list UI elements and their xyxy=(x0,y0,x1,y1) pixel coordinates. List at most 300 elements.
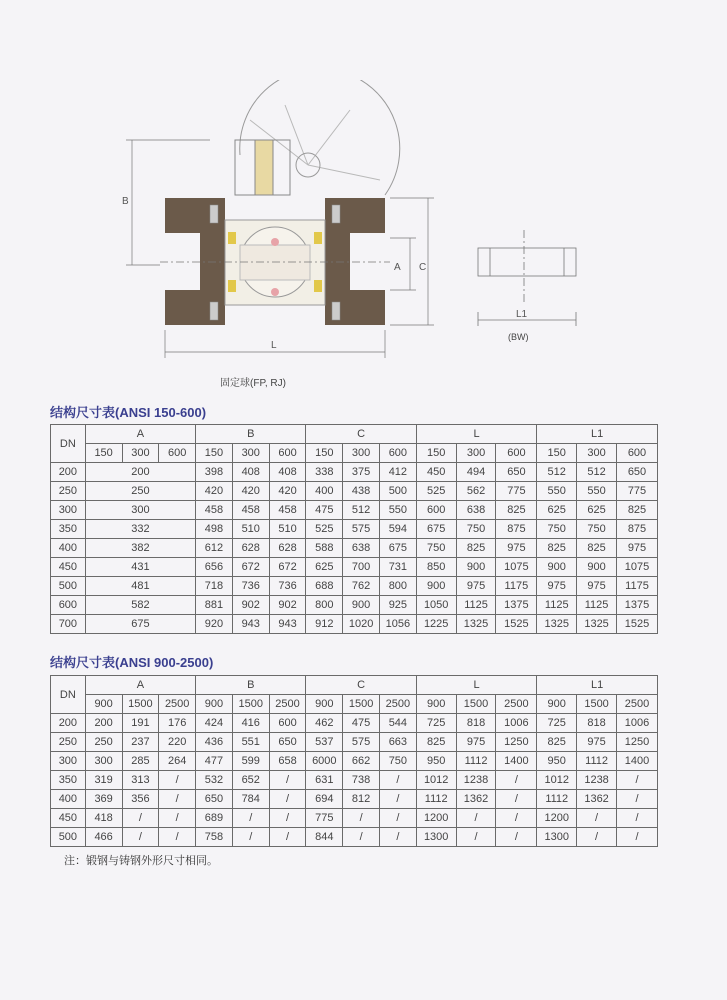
value-cell: / xyxy=(122,809,159,828)
class-header: 1500 xyxy=(456,695,496,714)
value-cell: 458 xyxy=(232,501,269,520)
value-cell: 975 xyxy=(577,577,617,596)
class-header: 600 xyxy=(269,444,306,463)
value-cell: 250 xyxy=(85,733,122,752)
group-header: C xyxy=(306,425,416,444)
value-cell: 1325 xyxy=(456,615,496,634)
value-cell: 694 xyxy=(306,790,343,809)
class-header: 600 xyxy=(617,444,658,463)
value-cell: 825 xyxy=(496,501,537,520)
value-cell: 1200 xyxy=(416,809,456,828)
value-cell: 1020 xyxy=(343,615,380,634)
dn-cell: 600 xyxy=(51,596,86,615)
bw-caption: (BW) xyxy=(508,332,529,342)
value-cell: 800 xyxy=(306,596,343,615)
class-header: 900 xyxy=(537,695,577,714)
value-cell: 825 xyxy=(416,733,456,752)
value-cell: 498 xyxy=(196,520,233,539)
value-cell: 675 xyxy=(416,520,456,539)
value-cell: 420 xyxy=(269,482,306,501)
value-cell: 943 xyxy=(269,615,306,634)
value-cell: 675 xyxy=(85,615,195,634)
class-header: 150 xyxy=(306,444,343,463)
value-cell: / xyxy=(379,809,416,828)
value-cell: 825 xyxy=(617,501,658,520)
value-cell: 237 xyxy=(122,733,159,752)
class-header: 600 xyxy=(159,444,196,463)
value-cell: 500 xyxy=(379,482,416,501)
value-cell: 625 xyxy=(577,501,617,520)
value-cell: 662 xyxy=(343,752,380,771)
value-cell: / xyxy=(122,828,159,847)
value-cell: 544 xyxy=(379,714,416,733)
value-cell: 658 xyxy=(269,752,306,771)
value-cell: 800 xyxy=(379,577,416,596)
value-cell: 736 xyxy=(232,577,269,596)
value-cell: 736 xyxy=(269,577,306,596)
value-cell: 1056 xyxy=(379,615,416,634)
dn-cell: 250 xyxy=(51,733,86,752)
group-header: L xyxy=(416,425,537,444)
value-cell: 700 xyxy=(343,558,380,577)
dn-cell: 450 xyxy=(51,558,86,577)
value-cell: 6000 xyxy=(306,752,343,771)
value-cell: 525 xyxy=(416,482,456,501)
group-header: L1 xyxy=(537,425,658,444)
value-cell: / xyxy=(379,828,416,847)
value-cell: / xyxy=(496,790,537,809)
value-cell: 220 xyxy=(159,733,196,752)
value-cell: 975 xyxy=(456,577,496,596)
group-header: B xyxy=(196,676,306,695)
value-cell: 1075 xyxy=(496,558,537,577)
value-cell: 900 xyxy=(456,558,496,577)
group-header: A xyxy=(85,425,195,444)
class-header: 2500 xyxy=(496,695,537,714)
value-cell: 818 xyxy=(577,714,617,733)
value-cell: 418 xyxy=(85,809,122,828)
dn-cell: 500 xyxy=(51,828,86,847)
group-header: B xyxy=(196,425,306,444)
value-cell: 825 xyxy=(537,539,577,558)
value-cell: / xyxy=(456,809,496,828)
value-cell: 625 xyxy=(306,558,343,577)
valve-drawing xyxy=(100,80,600,390)
class-header: 2500 xyxy=(617,695,658,714)
value-cell: 575 xyxy=(343,733,380,752)
value-cell: 1238 xyxy=(456,771,496,790)
value-cell: 477 xyxy=(196,752,233,771)
value-cell: 562 xyxy=(456,482,496,501)
value-cell: 775 xyxy=(496,482,537,501)
value-cell: 191 xyxy=(122,714,159,733)
dn-cell: 450 xyxy=(51,809,86,828)
value-cell: 750 xyxy=(537,520,577,539)
value-cell: / xyxy=(577,809,617,828)
value-cell: 758 xyxy=(196,828,233,847)
value-cell: 408 xyxy=(232,463,269,482)
value-cell: / xyxy=(343,828,380,847)
value-cell: 1012 xyxy=(537,771,577,790)
value-cell: 400 xyxy=(306,482,343,501)
value-cell: 950 xyxy=(416,752,456,771)
value-cell: 550 xyxy=(537,482,577,501)
group-header: L xyxy=(416,676,537,695)
table-row xyxy=(51,733,658,752)
value-cell: 550 xyxy=(379,501,416,520)
value-cell: 612 xyxy=(196,539,233,558)
value-cell: 925 xyxy=(379,596,416,615)
table-row xyxy=(51,520,658,539)
value-cell: 375 xyxy=(343,463,380,482)
footnote: 注：锻钢与铸钢外形尺寸相同。 xyxy=(64,855,218,867)
value-cell: 369 xyxy=(85,790,122,809)
value-cell: 900 xyxy=(537,558,577,577)
value-cell: 650 xyxy=(196,790,233,809)
value-cell: 588 xyxy=(306,539,343,558)
table2-title: 结构尺寸表(ANSI 900-2500) xyxy=(50,655,214,670)
value-cell: 466 xyxy=(85,828,122,847)
value-cell: 424 xyxy=(196,714,233,733)
dn-cell: 500 xyxy=(51,577,86,596)
value-cell: 902 xyxy=(269,596,306,615)
class-header: 150 xyxy=(416,444,456,463)
table-row xyxy=(51,790,658,809)
dim-label-c: C xyxy=(419,262,427,273)
table-row xyxy=(51,558,658,577)
dn-cell: 350 xyxy=(51,520,86,539)
class-header: 150 xyxy=(85,444,122,463)
value-cell: 656 xyxy=(196,558,233,577)
value-cell: / xyxy=(269,790,306,809)
value-cell: 975 xyxy=(617,539,658,558)
dn-header: DN xyxy=(51,676,86,714)
value-cell: 532 xyxy=(196,771,233,790)
class-header: 900 xyxy=(85,695,122,714)
value-cell: 458 xyxy=(269,501,306,520)
value-cell: 875 xyxy=(496,520,537,539)
value-cell: 750 xyxy=(577,520,617,539)
value-cell: 1200 xyxy=(537,809,577,828)
value-cell: 436 xyxy=(196,733,233,752)
value-cell: / xyxy=(159,809,196,828)
value-cell: 628 xyxy=(232,539,269,558)
value-cell: 631 xyxy=(306,771,343,790)
value-cell: 1175 xyxy=(496,577,537,596)
value-cell: 881 xyxy=(196,596,233,615)
value-cell: 1006 xyxy=(617,714,658,733)
table-row xyxy=(51,596,658,615)
value-cell: / xyxy=(379,790,416,809)
dn-cell: 250 xyxy=(51,482,86,501)
table-row xyxy=(51,539,658,558)
value-cell: 525 xyxy=(306,520,343,539)
table-row xyxy=(51,501,658,520)
value-cell: 1238 xyxy=(577,771,617,790)
class-header: 300 xyxy=(577,444,617,463)
table-row xyxy=(51,463,658,482)
value-cell: / xyxy=(379,771,416,790)
dimension-table-ansi-150-600 xyxy=(50,424,658,634)
value-cell: 412 xyxy=(379,463,416,482)
table-row xyxy=(51,577,658,596)
value-cell: 1362 xyxy=(577,790,617,809)
value-cell: 1400 xyxy=(496,752,537,771)
dn-cell: 300 xyxy=(51,501,86,520)
value-cell: 912 xyxy=(306,615,343,634)
table1-title: 结构尺寸表(ANSI 150-600) xyxy=(50,405,207,420)
value-cell: 475 xyxy=(343,714,380,733)
value-cell: 900 xyxy=(416,577,456,596)
value-cell: / xyxy=(159,828,196,847)
value-cell: 950 xyxy=(537,752,577,771)
value-cell: 382 xyxy=(85,539,195,558)
value-cell: 784 xyxy=(232,790,269,809)
value-cell: 1325 xyxy=(577,615,617,634)
value-cell: 638 xyxy=(456,501,496,520)
value-cell: 718 xyxy=(196,577,233,596)
value-cell: 200 xyxy=(85,714,122,733)
value-cell: 550 xyxy=(577,482,617,501)
group-header: L1 xyxy=(537,676,658,695)
table-row xyxy=(51,809,658,828)
value-cell: 600 xyxy=(269,714,306,733)
table-row xyxy=(51,828,658,847)
value-cell: 1250 xyxy=(617,733,658,752)
value-cell: 975 xyxy=(496,539,537,558)
class-header: 300 xyxy=(343,444,380,463)
value-cell: 313 xyxy=(122,771,159,790)
drawing-caption: 固定球(FP, RJ) xyxy=(220,378,286,389)
dim-label-a: A xyxy=(394,262,401,273)
value-cell: 1012 xyxy=(416,771,456,790)
value-cell: / xyxy=(496,809,537,828)
dim-label-l: L xyxy=(271,340,277,351)
class-header: 300 xyxy=(456,444,496,463)
value-cell: 725 xyxy=(416,714,456,733)
value-cell: 398 xyxy=(196,463,233,482)
value-cell: 481 xyxy=(85,577,195,596)
value-cell: / xyxy=(617,790,658,809)
value-cell: / xyxy=(232,828,269,847)
value-cell: 494 xyxy=(456,463,496,482)
class-header: 1500 xyxy=(343,695,380,714)
value-cell: 420 xyxy=(232,482,269,501)
value-cell: 510 xyxy=(269,520,306,539)
value-cell: 1112 xyxy=(456,752,496,771)
value-cell: 599 xyxy=(232,752,269,771)
table-row xyxy=(51,752,658,771)
value-cell: 458 xyxy=(196,501,233,520)
value-cell: 625 xyxy=(537,501,577,520)
dn-cell: 300 xyxy=(51,752,86,771)
value-cell: 582 xyxy=(85,596,195,615)
value-cell: 1225 xyxy=(416,615,456,634)
value-cell: 628 xyxy=(269,539,306,558)
value-cell: 943 xyxy=(232,615,269,634)
value-cell: 812 xyxy=(343,790,380,809)
value-cell: 1112 xyxy=(537,790,577,809)
value-cell: 600 xyxy=(416,501,456,520)
value-cell: 1125 xyxy=(577,596,617,615)
table-row xyxy=(51,714,658,733)
value-cell: / xyxy=(159,790,196,809)
value-cell: 431 xyxy=(85,558,195,577)
value-cell: 408 xyxy=(269,463,306,482)
class-header: 900 xyxy=(306,695,343,714)
value-cell: 825 xyxy=(537,733,577,752)
value-cell: 975 xyxy=(456,733,496,752)
value-cell: 462 xyxy=(306,714,343,733)
value-cell: / xyxy=(577,828,617,847)
value-cell: 844 xyxy=(306,828,343,847)
class-header: 900 xyxy=(416,695,456,714)
value-cell: 920 xyxy=(196,615,233,634)
value-cell: / xyxy=(269,828,306,847)
value-cell: / xyxy=(269,809,306,828)
class-header: 2500 xyxy=(269,695,306,714)
value-cell: / xyxy=(159,771,196,790)
class-header: 300 xyxy=(122,444,159,463)
value-cell: 338 xyxy=(306,463,343,482)
value-cell: 825 xyxy=(577,539,617,558)
value-cell: 672 xyxy=(232,558,269,577)
value-cell: 650 xyxy=(269,733,306,752)
group-header: A xyxy=(85,676,195,695)
value-cell: / xyxy=(343,809,380,828)
dim-label-b: B xyxy=(122,196,129,207)
value-cell: 1525 xyxy=(496,615,537,634)
dim-label-l1: L1 xyxy=(516,309,528,320)
value-cell: 762 xyxy=(343,577,380,596)
value-cell: 594 xyxy=(379,520,416,539)
value-cell: 775 xyxy=(306,809,343,828)
value-cell: 689 xyxy=(196,809,233,828)
value-cell: 1112 xyxy=(577,752,617,771)
value-cell: 475 xyxy=(306,501,343,520)
value-cell: 416 xyxy=(232,714,269,733)
dn-cell: 400 xyxy=(51,790,86,809)
value-cell: / xyxy=(617,828,658,847)
value-cell: 652 xyxy=(232,771,269,790)
value-cell: 300 xyxy=(85,501,195,520)
value-cell: / xyxy=(456,828,496,847)
value-cell: 650 xyxy=(617,463,658,482)
value-cell: 818 xyxy=(456,714,496,733)
value-cell: 1525 xyxy=(617,615,658,634)
value-cell: 750 xyxy=(416,539,456,558)
value-cell: 512 xyxy=(577,463,617,482)
value-cell: 750 xyxy=(456,520,496,539)
value-cell: 900 xyxy=(343,596,380,615)
value-cell: 688 xyxy=(306,577,343,596)
value-cell: 1125 xyxy=(537,596,577,615)
value-cell: 450 xyxy=(416,463,456,482)
value-cell: 332 xyxy=(85,520,195,539)
value-cell: 438 xyxy=(343,482,380,501)
dn-cell: 400 xyxy=(51,539,86,558)
value-cell: 1375 xyxy=(496,596,537,615)
value-cell: 975 xyxy=(537,577,577,596)
class-header: 2500 xyxy=(159,695,196,714)
dn-cell: 200 xyxy=(51,714,86,733)
value-cell: 1125 xyxy=(456,596,496,615)
value-cell: 638 xyxy=(343,539,380,558)
value-cell: 575 xyxy=(343,520,380,539)
value-cell: 512 xyxy=(537,463,577,482)
value-cell: 1362 xyxy=(456,790,496,809)
value-cell: 1400 xyxy=(617,752,658,771)
value-cell: 1300 xyxy=(537,828,577,847)
value-cell: 1075 xyxy=(617,558,658,577)
value-cell: 285 xyxy=(122,752,159,771)
value-cell: / xyxy=(496,771,537,790)
value-cell: 731 xyxy=(379,558,416,577)
value-cell: 319 xyxy=(85,771,122,790)
value-cell: 510 xyxy=(232,520,269,539)
value-cell: 1250 xyxy=(496,733,537,752)
class-header: 900 xyxy=(196,695,233,714)
dn-cell: 350 xyxy=(51,771,86,790)
dimension-table-ansi-900-2500 xyxy=(50,675,658,847)
class-header: 150 xyxy=(537,444,577,463)
value-cell: 1325 xyxy=(537,615,577,634)
value-cell: 875 xyxy=(617,520,658,539)
table-row xyxy=(51,615,658,634)
value-cell: 900 xyxy=(577,558,617,577)
class-header: 1500 xyxy=(232,695,269,714)
value-cell: 1300 xyxy=(416,828,456,847)
dn-header: DN xyxy=(51,425,86,463)
value-cell: 738 xyxy=(343,771,380,790)
value-cell: 176 xyxy=(159,714,196,733)
value-cell: 672 xyxy=(269,558,306,577)
value-cell: 775 xyxy=(617,482,658,501)
value-cell: 750 xyxy=(379,752,416,771)
value-cell: 300 xyxy=(85,752,122,771)
value-cell: 675 xyxy=(379,539,416,558)
value-cell: 1050 xyxy=(416,596,456,615)
class-header: 300 xyxy=(232,444,269,463)
group-header: C xyxy=(306,676,416,695)
value-cell: 200 xyxy=(85,463,195,482)
dn-cell: 700 xyxy=(51,615,86,634)
class-header: 2500 xyxy=(379,695,416,714)
value-cell: 264 xyxy=(159,752,196,771)
table-row xyxy=(51,771,658,790)
class-header: 1500 xyxy=(577,695,617,714)
value-cell: 975 xyxy=(577,733,617,752)
value-cell: 725 xyxy=(537,714,577,733)
value-cell: 250 xyxy=(85,482,195,501)
value-cell: 902 xyxy=(232,596,269,615)
value-cell: / xyxy=(269,771,306,790)
class-header: 150 xyxy=(196,444,233,463)
value-cell: 650 xyxy=(496,463,537,482)
value-cell: / xyxy=(617,771,658,790)
value-cell: 512 xyxy=(343,501,380,520)
value-cell: 537 xyxy=(306,733,343,752)
dn-cell: 200 xyxy=(51,463,86,482)
class-header: 600 xyxy=(379,444,416,463)
value-cell: / xyxy=(496,828,537,847)
value-cell: 850 xyxy=(416,558,456,577)
value-cell: / xyxy=(232,809,269,828)
value-cell: 825 xyxy=(456,539,496,558)
value-cell: 420 xyxy=(196,482,233,501)
value-cell: 1112 xyxy=(416,790,456,809)
value-cell: 1175 xyxy=(617,577,658,596)
